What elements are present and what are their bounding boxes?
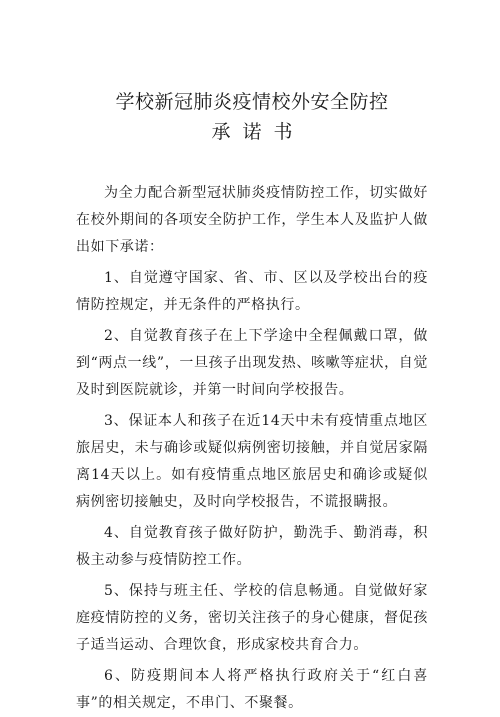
commitment-item-6: 6、防疫期间本人将严格执行政府关于“红白喜事”的相关规定，不串门、不聚餐。 (76, 668, 428, 711)
document-body (76, 180, 428, 717)
commitment-item-2: 2、自觉教育孩子在上下学途中全程佩戴口罩，做到“两点一线”，一旦孩子出现发热、咳嗽等症状，自觉及时到医院就诊，并第一时间向学校报告。 (76, 328, 428, 398)
document-title: 学校新冠肺炎疫情校外安全防控 (115, 91, 389, 113)
intro-paragraph: 为全力配合新型冠状肺炎疫情防控工作，切实做好在校外期间的各项安全防护工作，学生本人及监护人做出如下承诺： (76, 185, 428, 255)
commitment-item-3: 3、保证本人和孩子在近14天中未有疫情重点地区旅居史，未与确诊或疑似病例密切接触，并自觉居家隔离14天以上。如有疫情重点地区旅居史和确诊或疑似病例密切接触史，及时向学校报告，不谎报瞒报。 (76, 413, 428, 510)
document-subtitle: 承诺书 (211, 121, 305, 143)
commitment-item-1: 1、自觉遵守国家、省、市、区以及学校出台的疫情防控规定，并无条件的严格执行。 (76, 270, 428, 313)
commitment-item-4: 4、自觉教育孩子做好防护，勤洗手、勤消毒，积极主动参与疫情防控工作。 (76, 525, 428, 568)
commitment-item-5: 5、保持与班主任、学校的信息畅通。自觉做好家庭疫情防控的义务，密切关注孩子的身心健康，督促孩子适当运动、合理饮食，形成家校共育合力。 (76, 583, 428, 653)
